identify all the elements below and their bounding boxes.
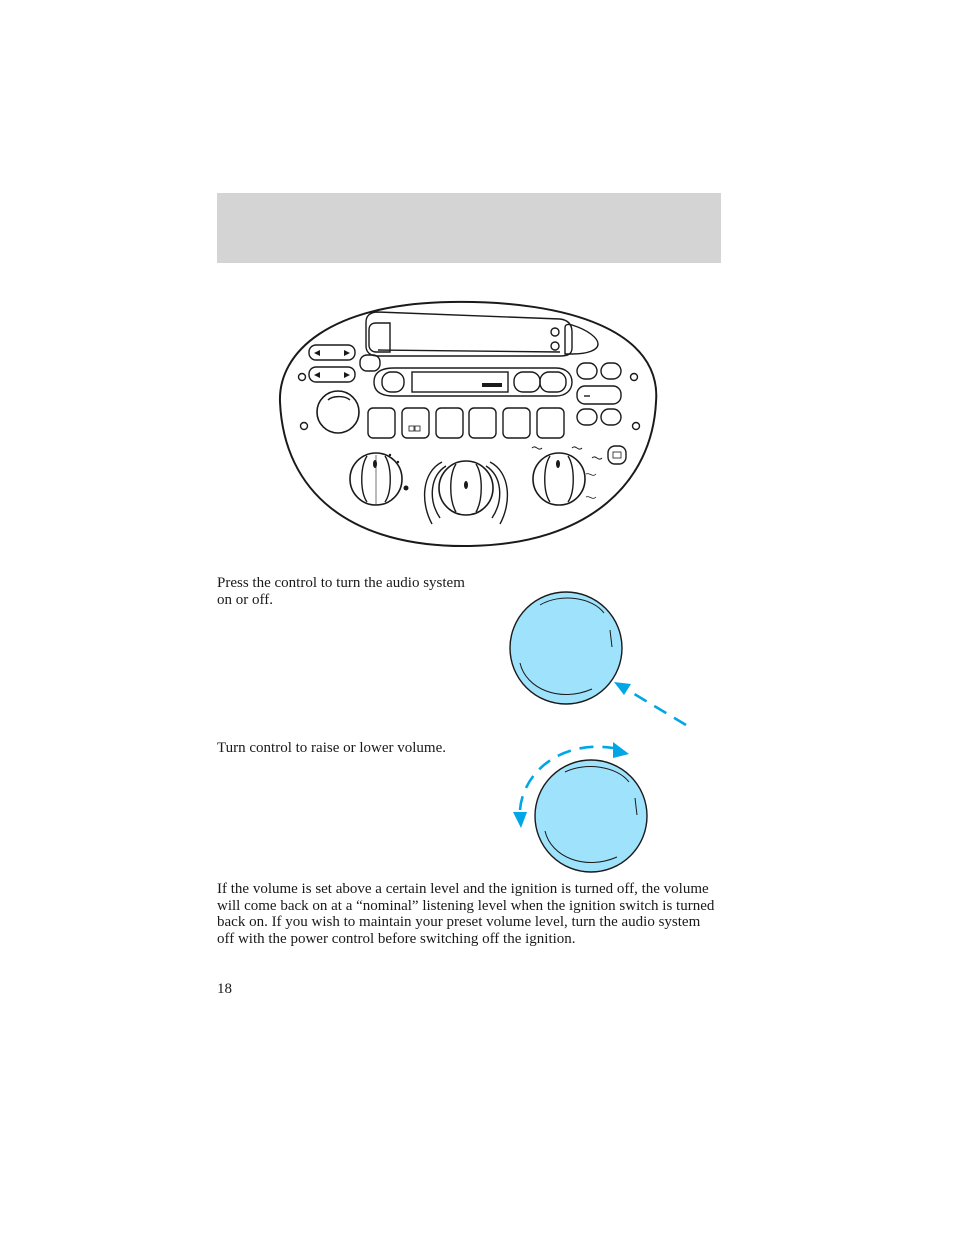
- volume-nominal-level-text: If the volume is set above a certain level and the ignition is turned off, the volume will come back on at a “nominal” listening level when the ignition switch is turned back on. If you wish to maintain your preset volume level, turn the audio system off with the power control before switching off the ignition.: [217, 881, 715, 947]
- power-knob-press-illustration: [500, 585, 700, 735]
- page-number: 18: [217, 981, 232, 997]
- volume-knob-turn-illustration: [505, 738, 665, 878]
- panel-outline: [280, 302, 656, 546]
- power-instruction-text: Press the control to turn the audio system on or off.: [217, 575, 465, 608]
- volume-instruction-text: Turn control to raise or lower volume.: [217, 740, 446, 756]
- section-header-bar: [217, 193, 721, 263]
- control-panel-illustration: [270, 292, 670, 554]
